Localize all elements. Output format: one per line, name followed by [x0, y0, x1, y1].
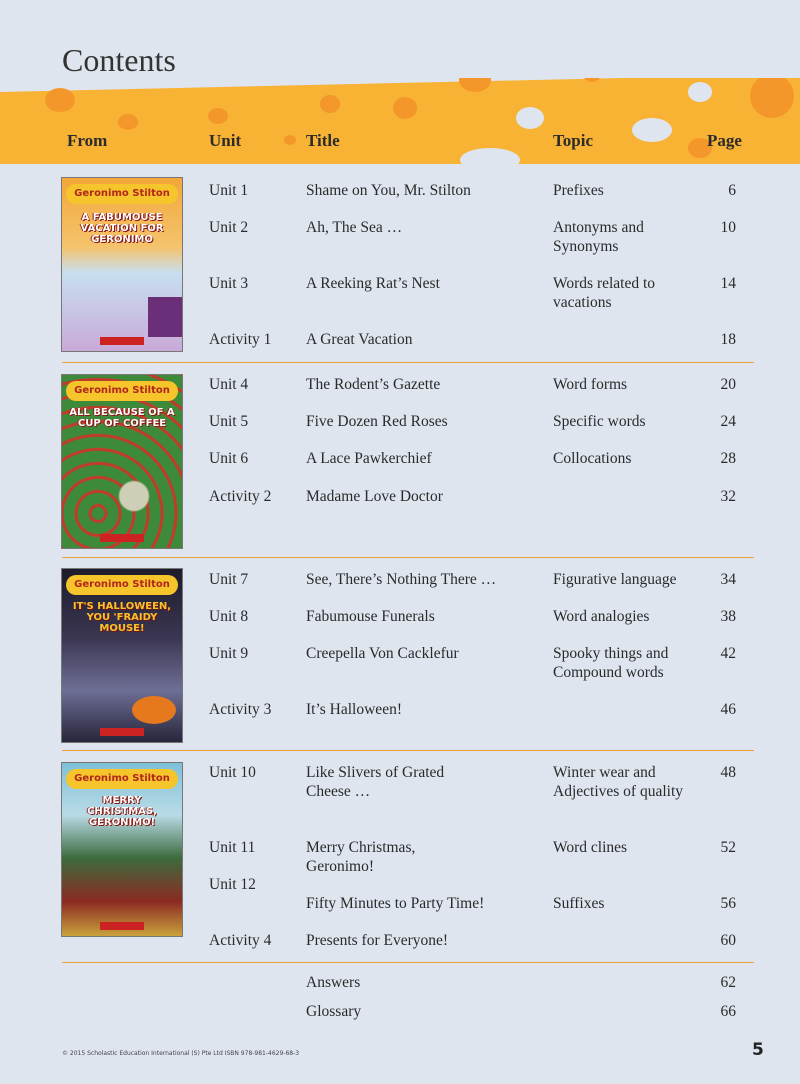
row-page: 14 [720, 275, 736, 292]
header-unit: Unit [209, 131, 242, 150]
page-title: Contents [62, 42, 176, 78]
row-page: 32 [720, 488, 736, 505]
row-page: 20 [720, 376, 736, 393]
publisher-logo [100, 534, 144, 542]
row-title[interactable]: Five Dozen Red Roses [306, 413, 448, 430]
row-title[interactable]: Shame on You, Mr. Stilton [306, 182, 471, 199]
row-unit: Unit 12 [209, 876, 256, 893]
book-cover-merry-christmas [61, 762, 183, 937]
book-cover-cup-of-coffee [61, 374, 183, 549]
publisher-logo [100, 728, 144, 736]
header-from: From [67, 131, 108, 150]
row-page: 28 [720, 450, 736, 467]
row-unit: Unit 8 [209, 608, 249, 625]
section-divider [62, 750, 754, 751]
page-number: 5 [752, 1040, 764, 1060]
cover-title: MERRY CHRISTMAS, GERONIMO! [87, 795, 157, 828]
row-topic: Prefixes [553, 182, 604, 199]
row-topic: Antonyms and Synonyms [553, 219, 644, 255]
row-title[interactable]: Presents for Everyone! [306, 932, 449, 949]
cover-title: IT'S HALLOWEEN, YOU 'FRAIDY MOUSE! [72, 601, 172, 634]
row-page: 56 [720, 895, 736, 912]
row-title[interactable]: Merry Christmas, Geronimo! [306, 839, 416, 875]
row-page: 10 [720, 219, 736, 236]
book-cover-halloween [61, 568, 183, 743]
row-title[interactable]: Like Slivers of Grated Cheese … [306, 764, 445, 800]
row-page: 42 [720, 645, 736, 662]
row-page: 46 [720, 701, 736, 718]
row-unit: Unit 3 [209, 275, 249, 292]
publisher-logo [100, 337, 144, 345]
row-topic: Spooky things and Compound words [553, 645, 669, 681]
row-title-answers[interactable]: Answers [306, 974, 361, 991]
row-unit: Unit 5 [209, 413, 249, 430]
row-title[interactable]: The Rodent’s Gazette [306, 376, 441, 393]
row-page: 6 [728, 182, 736, 199]
section-divider [62, 362, 754, 363]
cheese-header-band [0, 78, 800, 164]
row-title[interactable]: A Reeking Rat’s Nest [306, 275, 440, 292]
row-unit: Unit 4 [209, 376, 249, 393]
cover-brand: Geronimo Stilton [66, 769, 178, 789]
row-title[interactable]: Madame Love Doctor [306, 488, 443, 505]
row-unit: Unit 11 [209, 839, 256, 856]
row-title[interactable]: It’s Halloween! [306, 701, 402, 718]
row-page: 38 [720, 608, 736, 625]
row-page: 18 [720, 331, 736, 348]
row-title[interactable]: Ah, The Sea … [306, 219, 403, 236]
cover-title: A FABUMOUSE VACATION FOR GERONIMO [80, 212, 164, 245]
row-unit: Activity 2 [209, 488, 272, 505]
cover-pumpkin [132, 696, 176, 724]
row-title[interactable]: Fifty Minutes to Party Time! [306, 895, 485, 912]
row-unit: Unit 10 [209, 764, 256, 781]
copyright-notice: © 2015 Scholastic Education International (S) Pte Ltd ISBN 978-981-4629-68-3 [62, 1050, 300, 1057]
section-divider [62, 962, 754, 963]
section-divider [62, 557, 754, 558]
row-topic: Suffixes [553, 895, 605, 912]
row-unit: Activity 4 [209, 932, 272, 949]
publisher-logo [100, 922, 144, 930]
row-page: 52 [720, 839, 736, 856]
row-title-glossary[interactable]: Glossary [306, 1003, 362, 1020]
cover-sticker [148, 297, 182, 337]
row-title[interactable]: A Lace Pawkerchief [306, 450, 432, 467]
row-unit: Unit 9 [209, 645, 249, 662]
row-topic: Specific words [553, 413, 646, 430]
row-topic: Words related to vacations [553, 275, 656, 311]
row-unit: Unit 6 [209, 450, 249, 467]
row-page: 60 [720, 932, 736, 949]
row-page: 24 [720, 413, 736, 430]
row-unit: Unit 7 [209, 571, 249, 588]
row-page: 48 [720, 764, 736, 781]
cover-brand: Geronimo Stilton [66, 381, 178, 401]
cover-title: ALL BECAUSE OF A CUP OF COFFEE [69, 407, 175, 429]
row-topic: Word forms [553, 376, 628, 393]
header-title: Title [306, 131, 340, 150]
row-topic: Word analogies [553, 608, 650, 625]
row-page: 34 [720, 571, 736, 588]
cover-brand: Geronimo Stilton [66, 184, 178, 204]
header-topic: Topic [553, 131, 594, 150]
row-unit: Unit 1 [209, 182, 249, 199]
book-cover-fabumouse-vacation [61, 177, 183, 352]
row-unit: Activity 1 [209, 331, 272, 348]
row-title[interactable]: See, There’s Nothing There … [306, 571, 497, 588]
row-unit: Activity 3 [209, 701, 272, 718]
row-title[interactable]: Fabumouse Funerals [306, 608, 435, 625]
row-topic: Figurative language [553, 571, 677, 588]
row-topic: Winter wear and Adjectives of quality [553, 764, 683, 800]
row-title[interactable]: A Great Vacation [306, 331, 413, 348]
row-topic: Collocations [553, 450, 632, 467]
row-topic: Word clines [553, 839, 628, 856]
row-title[interactable]: Creepella Von Cacklefur [306, 645, 459, 662]
cover-brand: Geronimo Stilton [66, 575, 178, 595]
row-page: 62 [720, 974, 736, 991]
header-page: Page [707, 131, 742, 150]
row-page: 66 [720, 1003, 736, 1020]
row-unit: Unit 2 [209, 219, 249, 236]
